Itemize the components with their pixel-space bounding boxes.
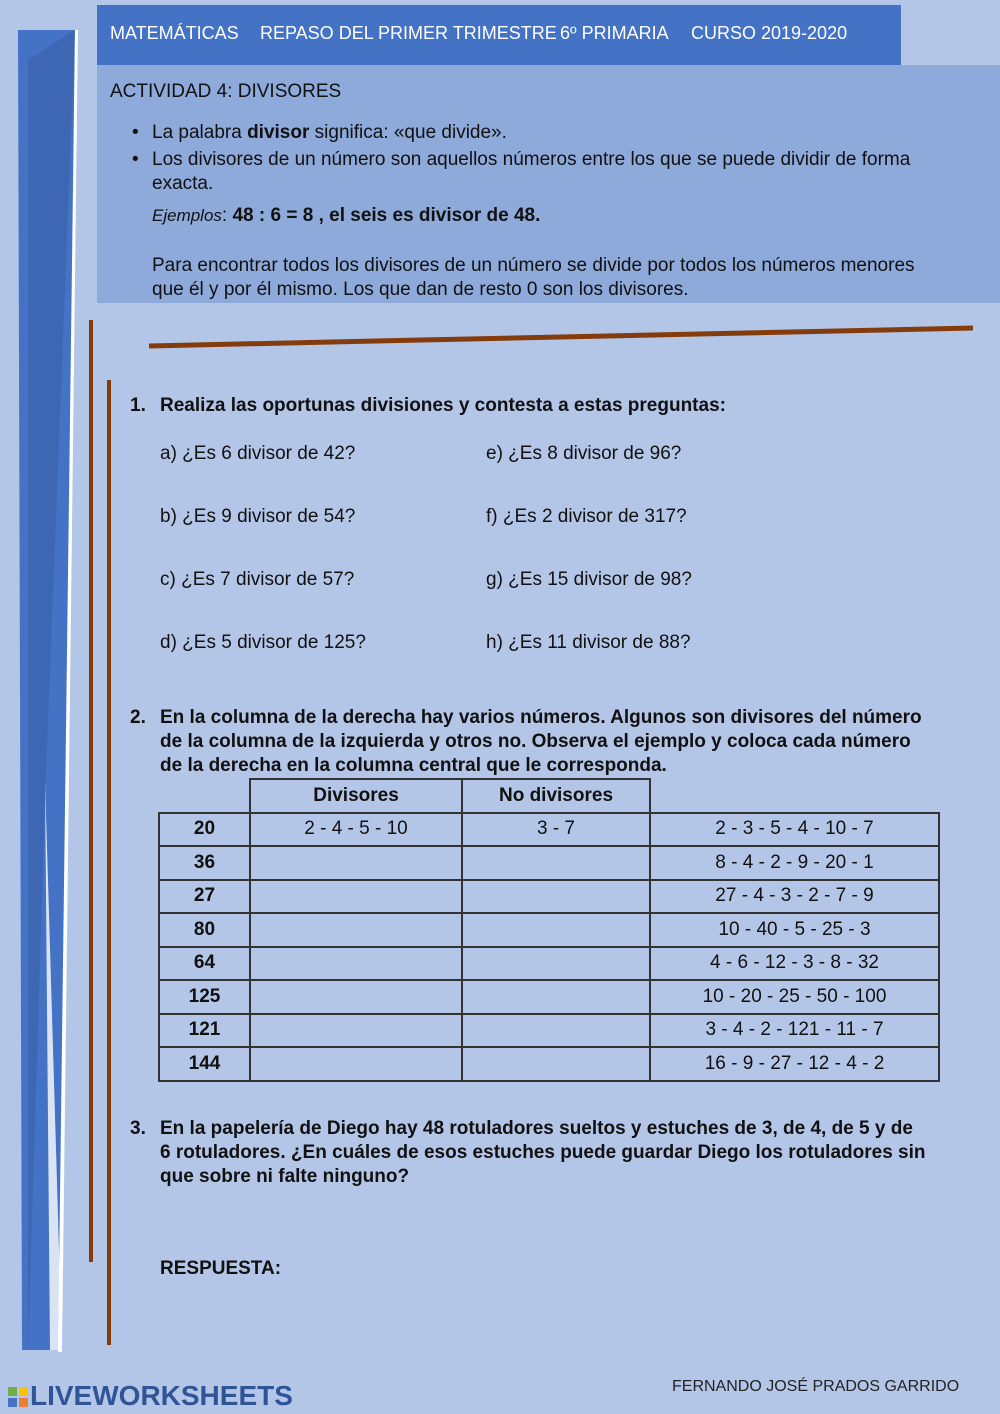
bullet-marker: • bbox=[132, 149, 139, 170]
question1-item-h: h) ¿Es 11 divisor de 88? bbox=[486, 632, 691, 653]
row-number: 27 bbox=[159, 880, 250, 914]
row-number: 20 bbox=[159, 813, 250, 847]
row-candidates: 16 - 9 - 27 - 12 - 4 - 2 bbox=[650, 1047, 939, 1081]
author-name: FERNANDO JOSÉ PRADOS GARRIDO bbox=[672, 1378, 960, 1395]
header-course: CURSO 2019-2020 bbox=[691, 23, 848, 43]
row-candidates: 3 - 4 - 2 - 121 - 11 - 7 bbox=[650, 1014, 939, 1048]
table-row bbox=[159, 1047, 939, 1081]
liveworksheets-logo-icon bbox=[8, 1382, 28, 1402]
row-non-divisors-cell[interactable] bbox=[462, 846, 650, 880]
liveworksheets-logo bbox=[8, 1380, 293, 1412]
question3-line2: 6 rotuladores. ¿En cuáles de esos estuches puede guardar Diego los rotuladores sin bbox=[160, 1142, 926, 1163]
row-candidates: 2 - 3 - 5 - 4 - 10 - 7 bbox=[650, 813, 939, 847]
row-divisors-cell[interactable] bbox=[250, 1014, 462, 1048]
table-row bbox=[159, 913, 939, 947]
row-divisors-cell[interactable]: 2 - 4 - 5 - 10 bbox=[250, 813, 462, 847]
row-non-divisors-cell[interactable] bbox=[462, 913, 650, 947]
bullet1-text-end: significa: «que divide». bbox=[309, 122, 507, 143]
method-line1: Para encontrar todos los divisores de un número se divide por todos los números menores bbox=[152, 255, 915, 276]
table-header-row bbox=[159, 779, 939, 813]
row-non-divisors-cell[interactable]: 3 - 7 bbox=[462, 813, 650, 847]
question3-line1: En la papelería de Diego hay 48 rotuladores sueltos y estuches de 3, de 4, de 5 y de bbox=[160, 1118, 913, 1139]
row-candidates: 4 - 6 - 12 - 3 - 8 - 32 bbox=[650, 947, 939, 981]
bullet1-text: La palabra bbox=[152, 122, 248, 143]
table-row bbox=[159, 980, 939, 1014]
question1-item-b: b) ¿Es 9 divisor de 54? bbox=[160, 506, 356, 527]
question2-title bbox=[130, 706, 975, 776]
row-non-divisors-cell[interactable] bbox=[462, 980, 650, 1014]
example-label: Ejemplos bbox=[152, 206, 222, 225]
bullet2-line1: Los divisores de un número son aquellos números entre los que se puede dividir de forma bbox=[152, 149, 911, 170]
question3-title bbox=[130, 1117, 975, 1187]
row-number: 80 bbox=[159, 913, 250, 947]
bullet2-line2: exacta. bbox=[152, 173, 214, 194]
row-divisors-cell[interactable] bbox=[250, 846, 462, 880]
row-number: 121 bbox=[159, 1014, 250, 1048]
question1-item-a: a) ¿Es 6 divisor de 42? bbox=[160, 443, 356, 464]
row-non-divisors-cell[interactable] bbox=[462, 947, 650, 981]
row-candidates: 10 - 20 - 25 - 50 - 100 bbox=[650, 980, 939, 1014]
question1-title bbox=[130, 394, 975, 418]
answer-label: RESPUESTA: bbox=[160, 1258, 282, 1279]
table-header-blank bbox=[650, 779, 939, 813]
method-line2: que él y por él mismo. Los que dan de resto 0 son los divisores. bbox=[152, 279, 689, 300]
bullet-marker: • bbox=[132, 122, 139, 143]
row-candidates: 8 - 4 - 2 - 9 - 20 - 1 bbox=[650, 846, 939, 880]
question1-item-f: f) ¿Es 2 divisor de 317? bbox=[486, 506, 687, 527]
row-divisors-cell[interactable] bbox=[250, 947, 462, 981]
table-header-non-divisors: No divisores bbox=[462, 779, 650, 813]
table-row bbox=[159, 1014, 939, 1048]
row-divisors-cell[interactable] bbox=[250, 880, 462, 914]
divisors-table bbox=[158, 778, 940, 1082]
row-candidates: 27 - 4 - 3 - 2 - 7 - 9 bbox=[650, 880, 939, 914]
question2-text bbox=[160, 706, 980, 778]
activity-title: ACTIVIDAD 4: DIVISORES bbox=[110, 81, 342, 102]
liveworksheets-logo-text: LIVEWORKSHEETS bbox=[30, 1380, 293, 1411]
row-number: 64 bbox=[159, 947, 250, 981]
question2-number: 2. bbox=[130, 707, 146, 728]
row-number: 36 bbox=[159, 846, 250, 880]
row-divisors-cell[interactable] bbox=[250, 913, 462, 947]
row-non-divisors-cell[interactable] bbox=[462, 1047, 650, 1081]
bullet1-bold: divisor bbox=[247, 122, 310, 143]
table-row bbox=[159, 947, 939, 981]
question3-line3: que sobre ni falte ninguno? bbox=[160, 1166, 410, 1187]
table-row bbox=[159, 880, 939, 914]
header-grade: 6º PRIMARIA bbox=[560, 23, 669, 43]
table-header-blank bbox=[159, 779, 250, 813]
question1-item-d: d) ¿Es 5 divisor de 125? bbox=[160, 632, 366, 653]
question2-line2: de la columna de la izquierda y otros no. Observa el ejemplo y coloca cada número bbox=[160, 731, 911, 752]
example-colon: : bbox=[221, 205, 233, 226]
example-text: 48 : 6 = 8 , el seis es divisor de 48. bbox=[232, 205, 541, 226]
header-unit: REPASO DEL PRIMER TRIMESTRE bbox=[260, 23, 557, 43]
table-row bbox=[159, 813, 939, 847]
question2-line1: En la columna de la derecha hay varios números. Algunos son divisores del número bbox=[160, 707, 922, 728]
header-subject: MATEMÁTICAS bbox=[110, 23, 239, 43]
question3-number: 3. bbox=[130, 1118, 146, 1139]
question1-item-c: c) ¿Es 7 divisor de 57? bbox=[160, 569, 355, 590]
row-non-divisors-cell[interactable] bbox=[462, 880, 650, 914]
row-number: 125 bbox=[159, 980, 250, 1014]
answer-input-area[interactable] bbox=[300, 1252, 960, 1284]
question1-number: 1. bbox=[130, 395, 146, 416]
row-divisors-cell[interactable] bbox=[250, 980, 462, 1014]
row-divisors-cell[interactable] bbox=[250, 1047, 462, 1081]
row-number: 144 bbox=[159, 1047, 250, 1081]
question1-item-e: e) ¿Es 8 divisor de 96? bbox=[486, 443, 682, 464]
row-non-divisors-cell[interactable] bbox=[462, 1014, 650, 1048]
table-row bbox=[159, 846, 939, 880]
table-header-divisors: Divisores bbox=[250, 779, 462, 813]
question2-line3: de la derecha en la columna central que le corresponda. bbox=[160, 755, 667, 776]
question3-text bbox=[160, 1117, 980, 1189]
row-candidates: 10 - 40 - 5 - 25 - 3 bbox=[650, 913, 939, 947]
question1-item-g: g) ¿Es 15 divisor de 98? bbox=[486, 569, 692, 590]
question1-text: Realiza las oportunas divisiones y contesta a estas preguntas: bbox=[160, 395, 726, 416]
